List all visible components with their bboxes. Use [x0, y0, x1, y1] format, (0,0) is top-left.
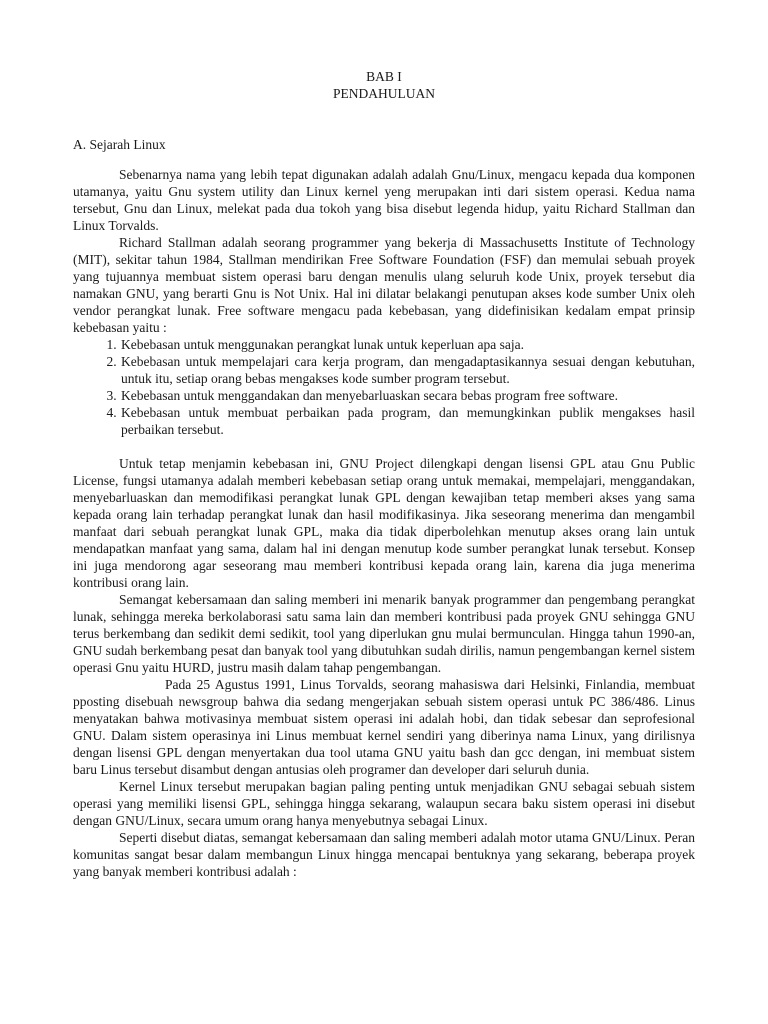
- chapter-number: BAB I: [366, 69, 402, 84]
- section-heading: A. Sejarah Linux: [73, 137, 166, 152]
- list-item: 1. Kebebasan untuk menggunakan perangkat lunak untuk keperluan apa saja.: [120, 336, 695, 353]
- paragraph: Kernel Linux tersebut merupakan bagian paling penting untuk menjadikan GNU sebagai sebuah sistem operasi yang memiliki lisensi GPL, sehingga hingga sekarang, walaupun secara baku sistem operasi ini disebut dengan GNU/Linux, secara umum orang hanya menyebutnya sebagai Linux.: [73, 779, 695, 828]
- paragraph: Pada 25 Agustus 1991, Linus Torvalds, seorang mahasiswa dari Helsinki, Finlandia, membuat pposting disebuah newsgroup bahwa dia sedang mengerjakan sebuah sistem operasi untuk PC 386/486. Linus menyatakan bahwa motivasinya membuat sistem operasi ini adalah hobi, dan tidak sebesar dan seprofesional GNU. Dalam sistem operasinya ini Linus membuat kernel sendiri yang diberinya nama Linux, yang dirilisnya dengan lisensi GPL dengan menyertakan dua tool utama GNU yaitu bash dan gcc dengan, ini membuat sistem baru Linus tersebut disambut dengan antusias oleh programer dan developer dari seluruh dunia.: [73, 677, 695, 777]
- paragraph: Untuk tetap menjamin kebebasan ini, GNU Project dilengkapi dengan lisensi GPL atau Gnu Public License, fungsi utamanya adalah memberi kebebasan setiap orang untuk memakai, mempelajari, menggandakan, menyebarluaskan dan memodifikasi perangkat lunak GPL dengan kewajiban tetap memberi akses yang sama kepada orang lain terhadap perangkat lunak dan hasil modifikasinya. Jika seseorang menerima dan mengambil manfaat dari sebuah perangkat lunak GPL, maka dia tidak diperbolehkan menutup akses orang lain untuk mendapatkan manfaat yang sama, dalam hal ini dengan menutup kode sumber perangkat lunak tersebut. Konsep ini juga mendorong agar seseorang mau memberi kontribusi kepada orang lain, karena dia juga menerima kontribusi orang lain.: [73, 456, 695, 590]
- paragraph: Richard Stallman adalah seorang programmer yang bekerja di Massachusetts Institute of Technology (MIT), sekitar tahun 1984, Stallman mendirikan Free Software Foundation (FSF) dan memulai sebuah proyek yang tujuannya membuat sistem operasi baru dengan menulis ulang seluruh kode Unix, proyek tersebut dia namakan GNU, yang berarti Gnu is Not Unix. Hal ini dilatar belakangi penutupan akses kode sumber Unix oleh vendor perangkat lunak. Free software mengacu pada kebebasan, yang didefinisikan kedalam empat prinsip kebebasan yaitu :: [73, 235, 695, 335]
- paragraph: Seperti disebut diatas, semangat kebersamaan dan saling memberi adalah motor utama GNU/Linux. Peran komunitas sangat besar dalam membangun Linux hingga mencapai bentuknya yang sekarang, beberapa proyek yang banyak memberi kontribusi adalah :: [73, 830, 695, 879]
- list-item: 2. Kebebasan untuk mempelajari cara kerja program, dan mengadaptasikannya sesuai dengan kebutuhan, untuk itu, setiap orang bebas mengakses kode sumber program tersebut.: [120, 353, 695, 387]
- list-item: 4. Kebebasan untuk membuat perbaikan pada program, dan memungkinkan publik mengakses hasil perbaikan tersebut.: [120, 404, 695, 438]
- freedoms-list: [73, 336, 695, 438]
- paragraph: Sebenarnya nama yang lebih tepat digunakan adalah adalah Gnu/Linux, mengacu kepada dua komponen utamanya, yaitu Gnu system utility dan Linux kernel yeng merupakan inti dari sistem operasi. Kedua nama tersebut, Gnu dan Linux, melekat pada dua tokoh yang bisa disebut legenda hidup, yaitu Richard Stallman dan Linux Torvalds.: [73, 167, 695, 233]
- spacer: [73, 438, 695, 455]
- chapter-title: PENDAHULUAN: [333, 86, 435, 101]
- list-item: 3. Kebebasan untuk menggandakan dan menyebarluaskan secara bebas program free software.: [120, 387, 695, 404]
- paragraph: Semangat kebersamaan dan saling memberi ini menarik banyak programmer dan pengembang perangkat lunak, sehingga mereka berkolaborasi satu sama lain dan memberi kontribusi pada proyek GNU sehingga GNU terus berkembang dan sedikit demi sedikit, tool yang diperlukan gnu mulai bermunculan. Hingga tahun 1990-an, GNU sudah berkembang pesat dan banyak tool yang dibutuhkan sudah dirilis, namun pengembangan kernel sistem operasi Gnu yaitu HURD, justru masih dalam tahap pengembangan.: [73, 592, 695, 675]
